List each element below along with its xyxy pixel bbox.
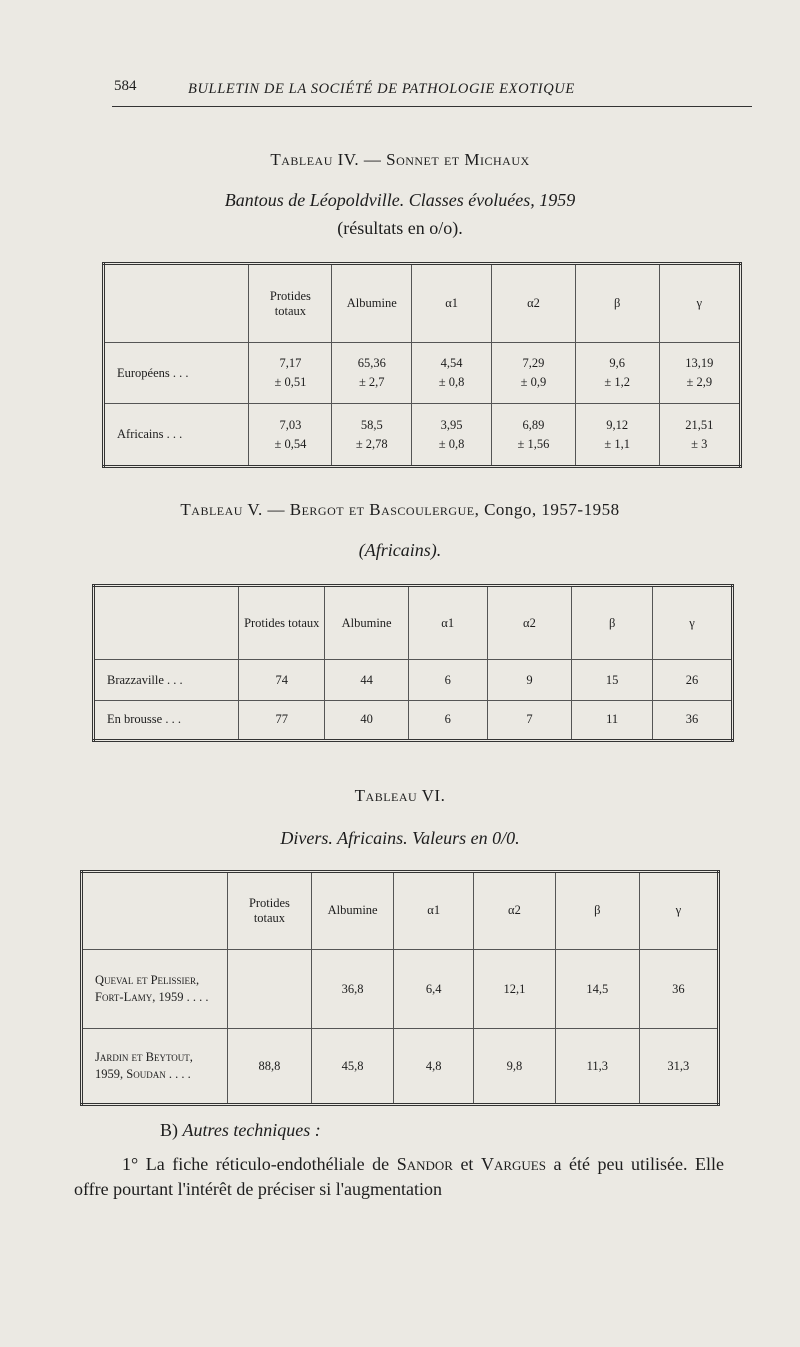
col-header: Protides totaux xyxy=(249,264,332,343)
col-header: Protides totaux xyxy=(239,586,325,660)
table-cell: 65,36 ± 2,7 xyxy=(332,343,412,404)
table-cell xyxy=(228,949,312,1029)
col-header: α1 xyxy=(394,872,474,950)
row-label: Africains . . . xyxy=(117,427,183,442)
col-header: β xyxy=(575,264,659,343)
table5 xyxy=(92,584,734,742)
table-cell: 36 xyxy=(653,700,733,740)
col-header: α2 xyxy=(492,264,576,343)
table-cell: 21,51 ± 3 xyxy=(659,404,740,467)
table-cell: 6,89 ± 1,56 xyxy=(492,404,576,467)
table-cell: 6 xyxy=(408,660,487,700)
table-row xyxy=(104,404,741,467)
table-row xyxy=(104,343,741,404)
row-label: Brazzaville . . . xyxy=(94,660,239,700)
table6-title: Tableau VI. xyxy=(354,786,446,805)
col-header: Albumine xyxy=(311,872,394,950)
page-number: 584 xyxy=(114,78,137,94)
body-paragraph: 1° La fiche réticulo-endothéliale de Sandor et Vargues a été peu utilisée. Elle offre pourtant l'intérêt de préciser si l'augmentation xyxy=(74,1154,724,1199)
table-cell: 58,5 ± 2,78 xyxy=(332,404,412,467)
table-cell: 9,6 ± 1,2 xyxy=(575,343,659,404)
table-cell: 11,3 xyxy=(555,1029,639,1105)
table-cell: 36 xyxy=(639,949,718,1029)
table-row xyxy=(82,1029,719,1105)
table-cell: 26 xyxy=(653,660,733,700)
table-cell: 6 xyxy=(408,700,487,740)
table-cell: 13,19 ± 2,9 xyxy=(659,343,740,404)
table-cell: 9,12 ± 1,1 xyxy=(575,404,659,467)
table-cell: 74 xyxy=(239,660,325,700)
table-cell: 7,03 ± 0,54 xyxy=(249,404,332,467)
col-header: β xyxy=(555,872,639,950)
row-label: Européens . . . xyxy=(104,343,249,404)
table-cell: 77 xyxy=(239,700,325,740)
table4-subtitle2: (résultats en o/o). xyxy=(337,218,463,238)
col-header: α1 xyxy=(412,264,492,343)
col-header: γ xyxy=(659,264,740,343)
table-cell: 4,8 xyxy=(394,1029,474,1105)
col-header: α2 xyxy=(473,872,555,950)
table-cell: 9,8 xyxy=(473,1029,555,1105)
table-cell: 7,29 ± 0,9 xyxy=(492,343,576,404)
table6-subtitle: Divers. Africains. Valeurs en 0/0. xyxy=(280,828,520,848)
table-cell: 14,5 xyxy=(555,949,639,1029)
running-header xyxy=(112,72,752,107)
table-cell: 6,4 xyxy=(394,949,474,1029)
table-cell: 15 xyxy=(572,660,653,700)
table-cell: 36,8 xyxy=(311,949,394,1029)
table-cell: 7 xyxy=(487,700,572,740)
row-label: En brousse . . . xyxy=(107,712,181,727)
table-cell: 7,17 ± 0,51 xyxy=(249,343,332,404)
section-heading: B) Autres techniques : xyxy=(160,1120,321,1140)
col-header: α2 xyxy=(487,586,572,660)
table-cell: 11 xyxy=(572,700,653,740)
table-cell: 3,95 ± 0,8 xyxy=(412,404,492,467)
col-header: γ xyxy=(653,586,733,660)
col-header: Protides totaux xyxy=(228,872,312,950)
col-header: Albumine xyxy=(332,264,412,343)
table-cell: 40 xyxy=(325,700,408,740)
col-header: β xyxy=(572,586,653,660)
table4 xyxy=(102,262,742,468)
table4-subtitle: Bantous de Léopoldville. Classes évoluées, 1959 xyxy=(224,190,576,210)
table-cell: 45,8 xyxy=(311,1029,394,1105)
table6 xyxy=(80,870,720,1106)
table4-title: Tableau IV. — Sonnet et Michaux xyxy=(270,150,530,169)
journal-title: BULLETIN DE LA SOCIÉTÉ DE PATHOLOGIE EXOTIQUE xyxy=(188,81,575,97)
table-cell: 88,8 xyxy=(228,1029,312,1105)
table5-subtitle: (Africains). xyxy=(358,540,442,560)
table-row xyxy=(94,660,733,700)
col-header: γ xyxy=(639,872,718,950)
table-row xyxy=(94,700,733,740)
table-cell: 9 xyxy=(487,660,572,700)
table-cell: 31,3 xyxy=(639,1029,718,1105)
table-cell: 4,54 ± 0,8 xyxy=(412,343,492,404)
row-label: Queval et Pelissier, Fort-Lamy, 1959 . . . . xyxy=(82,949,228,1029)
table-row xyxy=(82,949,719,1029)
table5-title: Tableau V. — Bergot et Bascoulergue, Congo, 1957-1958 xyxy=(180,500,620,519)
row-label: Jardin et Beytout, 1959, Soudan . . . . xyxy=(95,1050,193,1082)
table-cell: 44 xyxy=(325,660,408,700)
table-cell: 12,1 xyxy=(473,949,555,1029)
col-header: α1 xyxy=(408,586,487,660)
col-header: Albumine xyxy=(325,586,408,660)
